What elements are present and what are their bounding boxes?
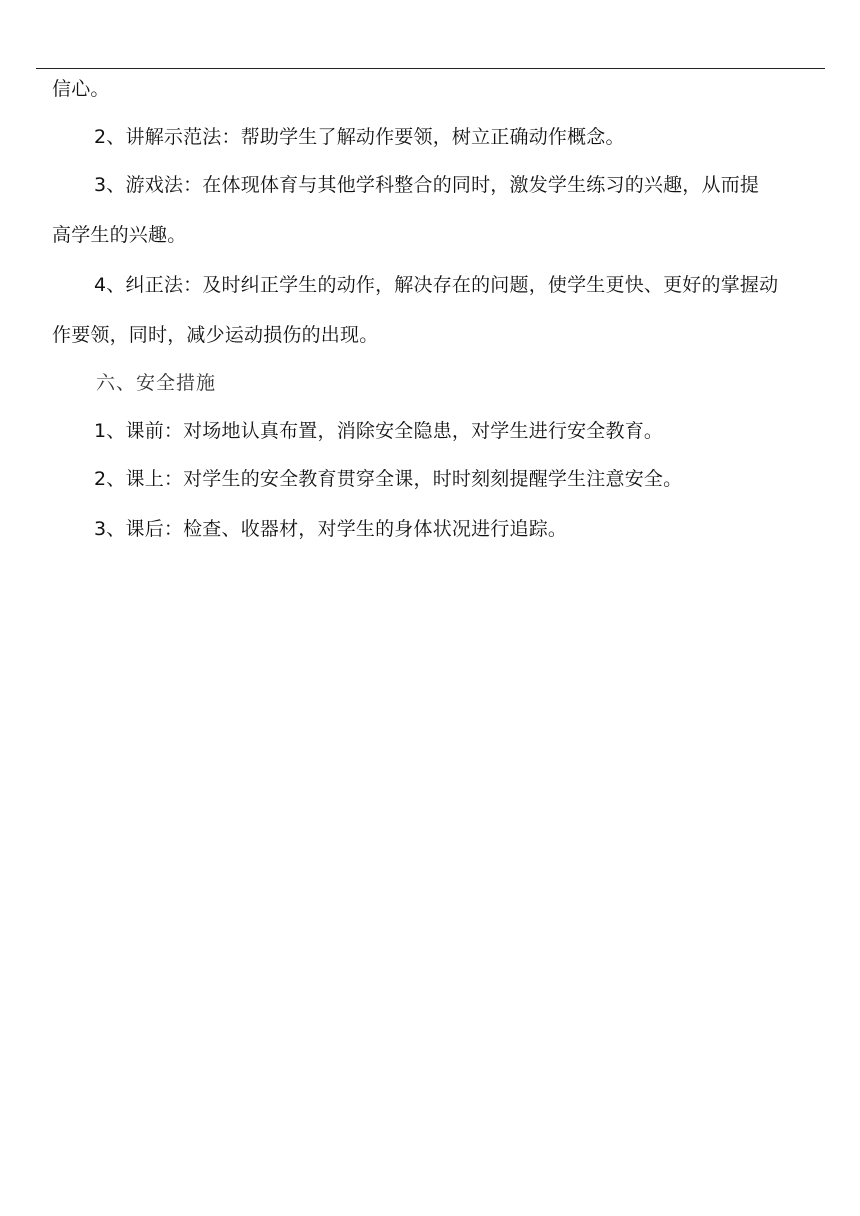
safety-item-after-class: 3、课后：检查、收器材，对学生的身体状况进行追踪。 — [94, 518, 568, 540]
safety-item-before-class: 1、课前：对场地认真布置，消除安全隐患，对学生进行安全教育。 — [94, 420, 664, 442]
method-item-game: 3、游戏法：在体现体育与其他学科整合的同时，激发学生练习的兴趣，从而提 — [94, 174, 760, 196]
method-item-demonstration: 2、讲解示范法：帮助学生了解动作要领，树立正确动作概念。 — [94, 126, 625, 148]
section-heading-safety: 六、安全措施 — [96, 372, 217, 394]
header-rule — [36, 68, 825, 69]
safety-item-during-class: 2、课上：对学生的安全教育贯穿全课，时时刻刻提醒学生注意安全。 — [94, 468, 683, 490]
method-item-game-continuation: 高学生的兴趣。 — [52, 224, 187, 246]
paragraph-line-continuation: 信心。 — [52, 78, 110, 100]
method-item-correction-continuation: 作要领，同时，减少运动损伤的出现。 — [52, 324, 379, 346]
method-item-correction: 4、纠正法：及时纠正学生的动作，解决存在的问题，使学生更快、更好的掌握动 — [94, 274, 779, 296]
